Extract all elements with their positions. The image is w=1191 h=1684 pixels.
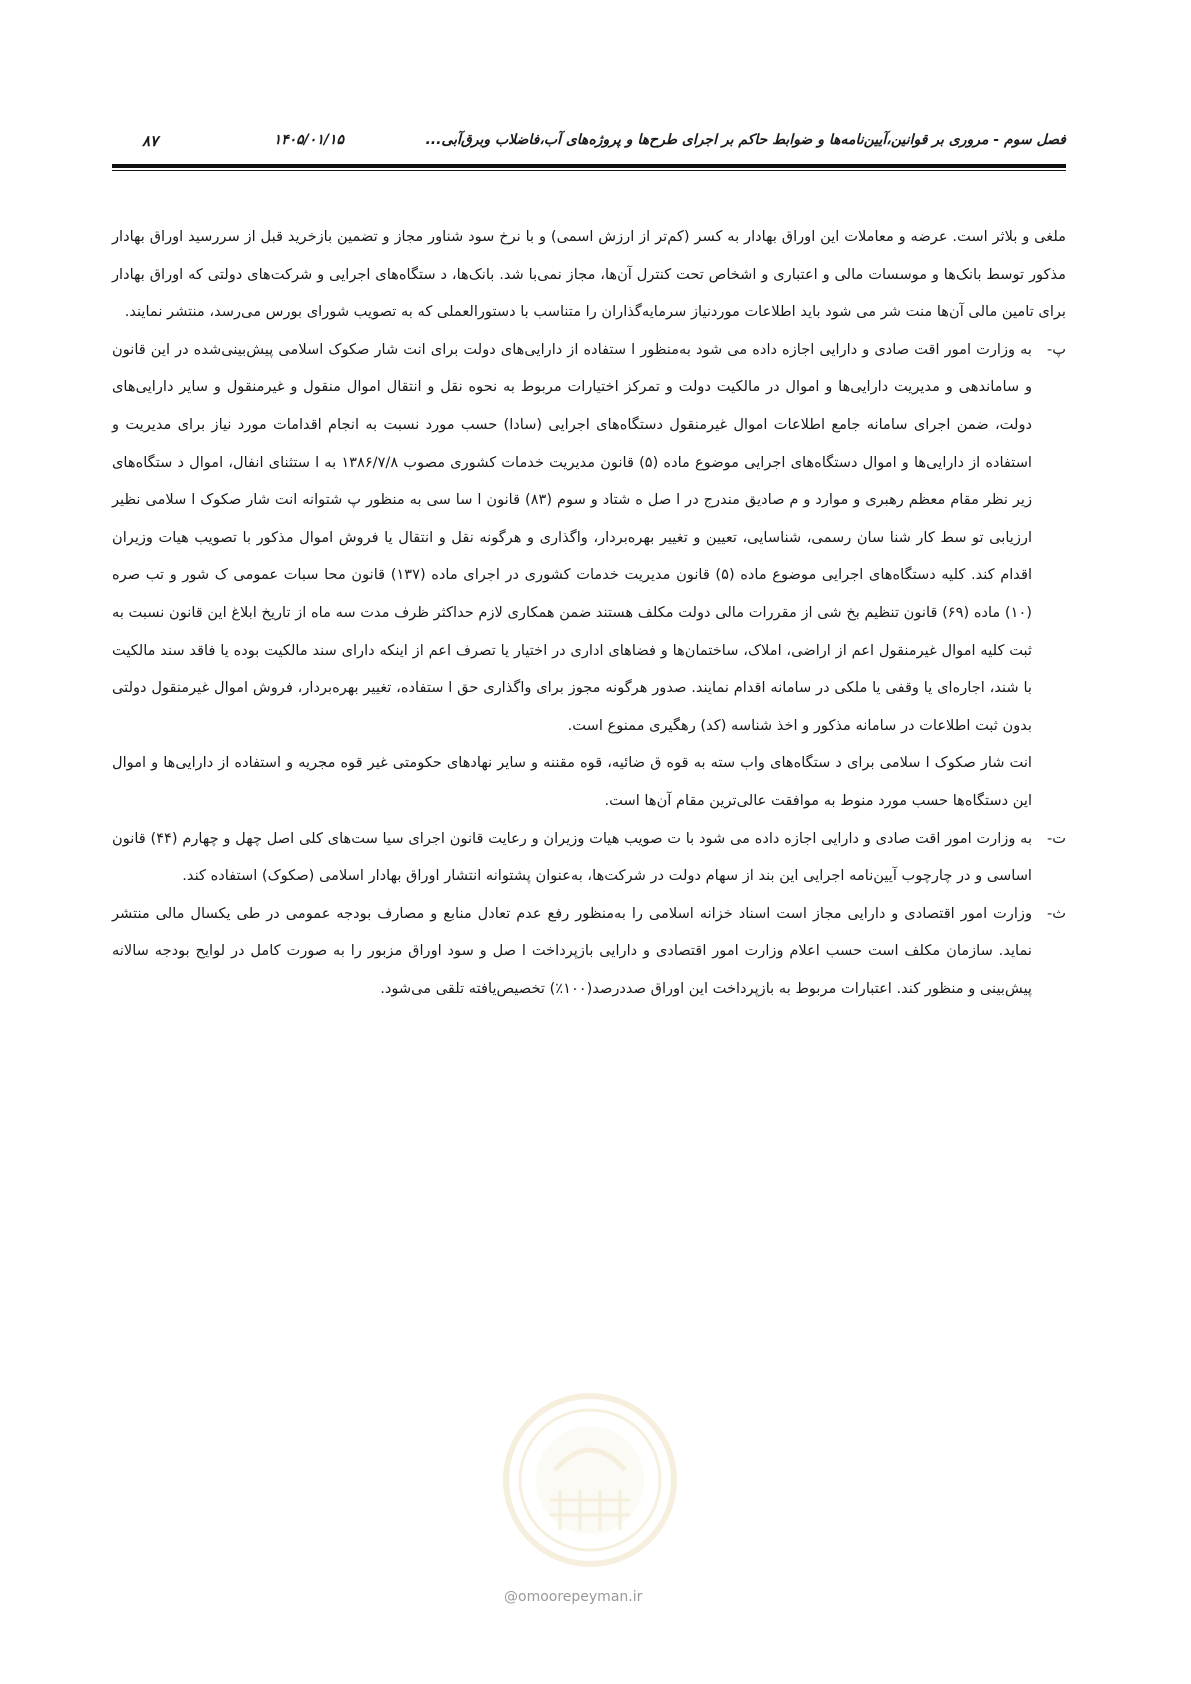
page-header — [112, 128, 1066, 168]
list-item-p-continuation: انت شار صکوک ا سلامی برای د ستگاه‌های واب سته به قوه ق ضائیه، قوه مقننه و سایر نهادهای حکومتی غیر قوه مجریه و استفاده از دارایی‌ها و اموال این دستگاه‌ها حسب مورد منوط به موافقت عالی‌ترین مقام آن‌ها است. — [112, 754, 1032, 809]
list-item-th — [112, 895, 1066, 1008]
list-item-t — [112, 820, 1066, 895]
watermark-seal-logo — [500, 1390, 680, 1570]
watermark-site-text: @omoorepeyman.ir — [504, 1589, 643, 1605]
list-item-p — [112, 331, 1066, 745]
page-number: ۸۷ — [142, 132, 159, 150]
document-body — [112, 218, 1066, 1007]
header-rule-thick — [112, 164, 1066, 168]
list-item-th-text: وزارت امور اقتصادی و دارایی مجاز است اسناد خزانه اسلامی را به‌منظور رفع عدم تعادل منابع و مصارف بودجه عمومی در طی یکسال مالی منتشر نماید. سازمان مکلف است حسب اعلام وزارت امور اقتصادی و دارایی بازپرداخت ا صل و سود اوراق مزبور را به صورت کامل در لوایح بودجه سالانه پیش‌بینی و منظور کند. اعتبارات مربوط به بازپرداخت این اوراق صددرصد(۱۰۰٪) تخصیص‌یافته تلقی می‌شود. — [112, 904, 1032, 997]
intro-paragraph: ملغی و بلاثر است. عرضه و معاملات این اوراق بهادار به کسر (کم‌تر از ارزش اسمی) و با نرخ سود شناور مجاز و تضمین بازخرید قبل از سررسید اوراق بهادار مذکور توسط بانک‌ها و موسسات مالی و اعتباری و اشخاص تحت کنترل آن‌ها، مجاز نمی‌با شد. بانک‌ها، د ستگاه‌های اجرایی و شرکت‌های دولتی که اوراق بهادار برای تامین مالی آن‌ها منت شر می شود باید اطلاعات موردنیاز سرمایه‌گذاران را متناسب با دستورالعملی که به تصویب شورای بورس می‌رسد، منتشر نمایند. — [112, 228, 1066, 321]
running-header-title: فصل سوم - مروری بر قوانین،آیین‌نامه‌ها و ضوابط حاکم بر اجرای طرح‌ها و پروژه‌های آب،فاضلاب وبرق‌آبی... — [425, 132, 1066, 148]
list-marker-p: پ- — [1046, 340, 1066, 358]
list-item-p-text: به وزارت امور اقت صادی و دارایی اجازه داده می شود به‌منظور ا ستفاده از دارایی‌های دولت برای انت شار صکوک اسلامی پیش‌بینی‌شده در این قانون و ساماندهی و مدیریت دارایی‌ها و اموال در مالکیت دولت و تمرکز اختیارات مربوط به نحوه نقل و انتقال اموال منقول و غیرمنقول و سایر دارایی‌های دولت، ضمن اجرای سامانه جامع اطلاعات اموال غیرمنقول دستگاه‌های اجرایی (سادا) حسب مورد نسبت به انجام اقدامات مورد نیاز برای مدیریت و استفاده از دارایی‌ها و اموال دستگاه‌های اجرایی موضوع ماده (۵) قانون مدیریت خدمات کشوری مصوب ۱۳۸۶/۷/۸ به ا ستثنای انفال، اموال د ستگاه‌های زیر نظر مقام معظم رهبری و موارد و م صادیق مندرج در ا صل ه شتاد و سوم (۸۳) قانون ا سا سی به منظور پ شتوانه انت شار صکوک ا سلامی نظیر ارزیابی تو سط کار شنا سان رسمی، شناسایی، تعیین و تغییر بهره‌بردار، واگذاری و هرگونه نقل و انتقال یا فروش اموال مذکور با تصویب هیات وزیران اقدام کند. کلیه دستگاه‌های اجرایی موضوع ماده (۵) قانون مدیریت خدمات کشوری در اجرای ماده (۱۳۷) قانون محا سبات عمومی ک شور و تب صره (۱۰) ماده (۶۹) قانون تنظیم بخ شی از مقررات مالی دولت مکلف هستند ضمن همکاری لازم حداکثر ظرف مدت سه ماه از تاریخ ابلاغ این قانون نسبت به ثبت کلیه اموال غیرمنقول اعم از اراضی، املاک، ساختمان‌ها و فضاهای اداری در اختیار یا تصرف اعم از اینکه دارای سند مالکیت بوده یا فاقد سند مالکیت با شند، اجاره‌ای یا وقفی یا ملکی در سامانه اقدام نمایند. صدور هرگونه مجوز برای واگذاری حق ا ستفاده، تغییر بهره‌بردار، فروش اموال غیرمنقول دولتی بدون ثبت اطلاعات در سامانه مذکور و اخذ شناسه (کد) رهگیری ممنوع است. — [112, 340, 1033, 734]
list-marker-t: ت- — [1046, 829, 1066, 847]
header-rule-thin — [112, 170, 1066, 171]
list-marker-th: ث- — [1046, 904, 1066, 922]
running-header-date: ۱۴۰۵/۰۱/۱۵ — [273, 132, 344, 148]
list-item-t-text: به وزارت امور اقت صادی و دارایی اجازه داده می شود با ت صویب هیات وزیران و رعایت قانون اجرای سیا ست‌های کلی اصل چهل و چهارم (۴۴) قانون اساسی و در چارچوب آیین‌نامه اجرایی این بند از سهام دولت در شرکت‌ها، به‌عنوان پشتوانه انتشار اوراق بهادار اسلامی (صکوک) استفاده کند. — [112, 829, 1033, 885]
